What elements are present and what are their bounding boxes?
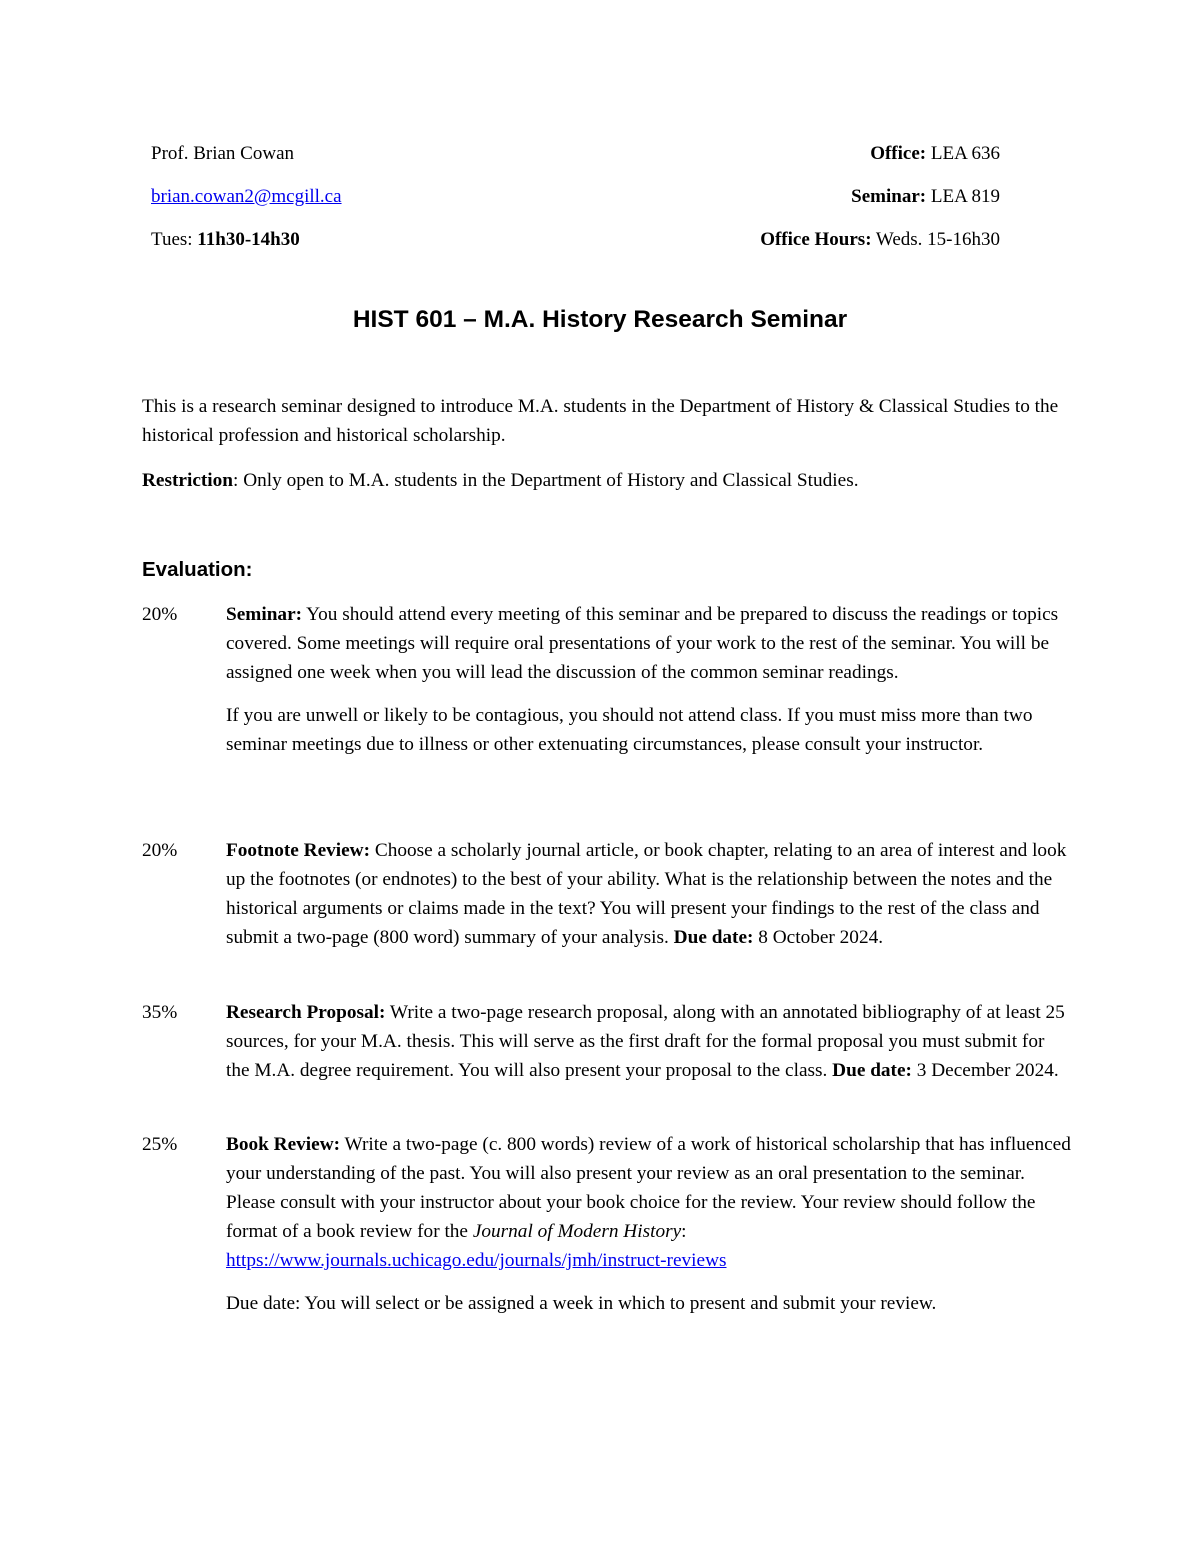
- book-review-due-note: Due date: You will select or be assigned a week in which to present and submit your review.: [226, 1293, 937, 1314]
- office-info: [870, 140, 1000, 168]
- due-date-label: Due date:: [832, 1060, 912, 1081]
- due-date-label: Due date:: [673, 927, 754, 948]
- class-time: [151, 226, 300, 254]
- review-guidelines-link[interactable]: https://www.journals.uchicago.edu/journals/jmh/instruct-reviews: [226, 1250, 727, 1271]
- course-title: HIST 601 – M.A. History Research Seminar: [352, 306, 848, 333]
- office-hours-label: Office Hours:: [760, 229, 872, 250]
- weight-percent: 20%: [142, 840, 178, 861]
- time-label: Tues:: [151, 229, 198, 250]
- item-text: You should attend every meeting of this seminar and be prepared to discuss the readings or topics covered. Some meetings will require oral presentations of your work to the rest of the seminar. You will be assigned one week when you will lead the discussion of the common seminar readings.: [226, 604, 1059, 683]
- item-label: Footnote Review:: [226, 840, 371, 861]
- item-description: [226, 836, 1072, 952]
- weight-percent: 20%: [142, 604, 178, 625]
- office-hours-info: [760, 226, 1000, 254]
- item-text: Choose a scholarly journal article, or book chapter, relating to an area of interest and look up the footnotes (or endnotes) to the best of your ability. What is the relationship between the notes and the historical arguments or claims made in the text? You will present your findings to the rest of the class and submit a two-page (800 word) summary of your analysis.: [226, 840, 1067, 948]
- journal-colon: :: [681, 1221, 687, 1242]
- item-text: Write a two-page research proposal, along with an annotated bibliography of at least 25 sources, for your M.A. thesis. This will serve as the first draft for the formal proposal you must submit for the M.A. degree requirement. You will also present your proposal to the class.: [226, 1002, 1065, 1081]
- restriction-text: : Only open to M.A. students in the Department of History and Classical Studies.: [233, 470, 859, 491]
- seminar-label: Seminar:: [851, 186, 927, 207]
- due-date-value: 3 December 2024.: [911, 1060, 1059, 1081]
- item-text: Write a two-page (c. 800 words) review of a work of historical scholarship that has influenced your understanding of the past. You will also present your review as an oral presentation to the seminar. Please consult with your instructor about your book choice for the review. Your review should follow the format of a book review for the: [226, 1134, 1071, 1242]
- office-label: Office:: [870, 143, 927, 164]
- weight-percent: 25%: [142, 1134, 178, 1155]
- item-description: [226, 600, 1072, 687]
- header-row-2: [151, 183, 1000, 211]
- item-label: Seminar:: [226, 604, 303, 625]
- office-value: LEA 636: [926, 143, 1000, 164]
- header-row-3: [151, 226, 1000, 254]
- weight-percent: 35%: [142, 1002, 178, 1023]
- item-body: [226, 600, 1072, 759]
- office-hours-value: Weds. 15-16h30: [871, 229, 1000, 250]
- instructor-name: Prof. Brian Cowan: [151, 143, 295, 164]
- item-body: [226, 836, 1072, 952]
- journal-title: Journal of Modern History: [472, 1221, 682, 1242]
- header-row-1: [151, 140, 1000, 168]
- item-label: Book Review:: [226, 1134, 341, 1155]
- due-date-value: 8 October 2024.: [753, 927, 884, 948]
- attendance-note: If you are unwell or likely to be contagious, you should not attend class. If you must miss more than two seminar meetings due to illness or other extenuating circumstances, please consult your instructor.: [226, 705, 1033, 755]
- restriction-paragraph: [142, 466, 1062, 495]
- item-body: [226, 1130, 1072, 1318]
- restriction-label: Restriction: [142, 470, 234, 491]
- item-description: [226, 1130, 1072, 1275]
- course-intro: This is a research seminar designed to introduce M.A. students in the Department of History & Classical Studies to the historical profession and historical scholarship.: [142, 396, 1059, 446]
- item-description: [226, 998, 1072, 1085]
- evaluation-heading: Evaluation:: [142, 558, 253, 581]
- item-body: [226, 998, 1072, 1085]
- item-label: Research Proposal:: [226, 1002, 386, 1023]
- email-link[interactable]: brian.cowan2@mcgill.ca: [151, 186, 342, 207]
- time-value: 11h30-14h30: [197, 229, 300, 250]
- seminar-value: LEA 819: [926, 186, 1000, 207]
- seminar-room-info: [851, 183, 1000, 211]
